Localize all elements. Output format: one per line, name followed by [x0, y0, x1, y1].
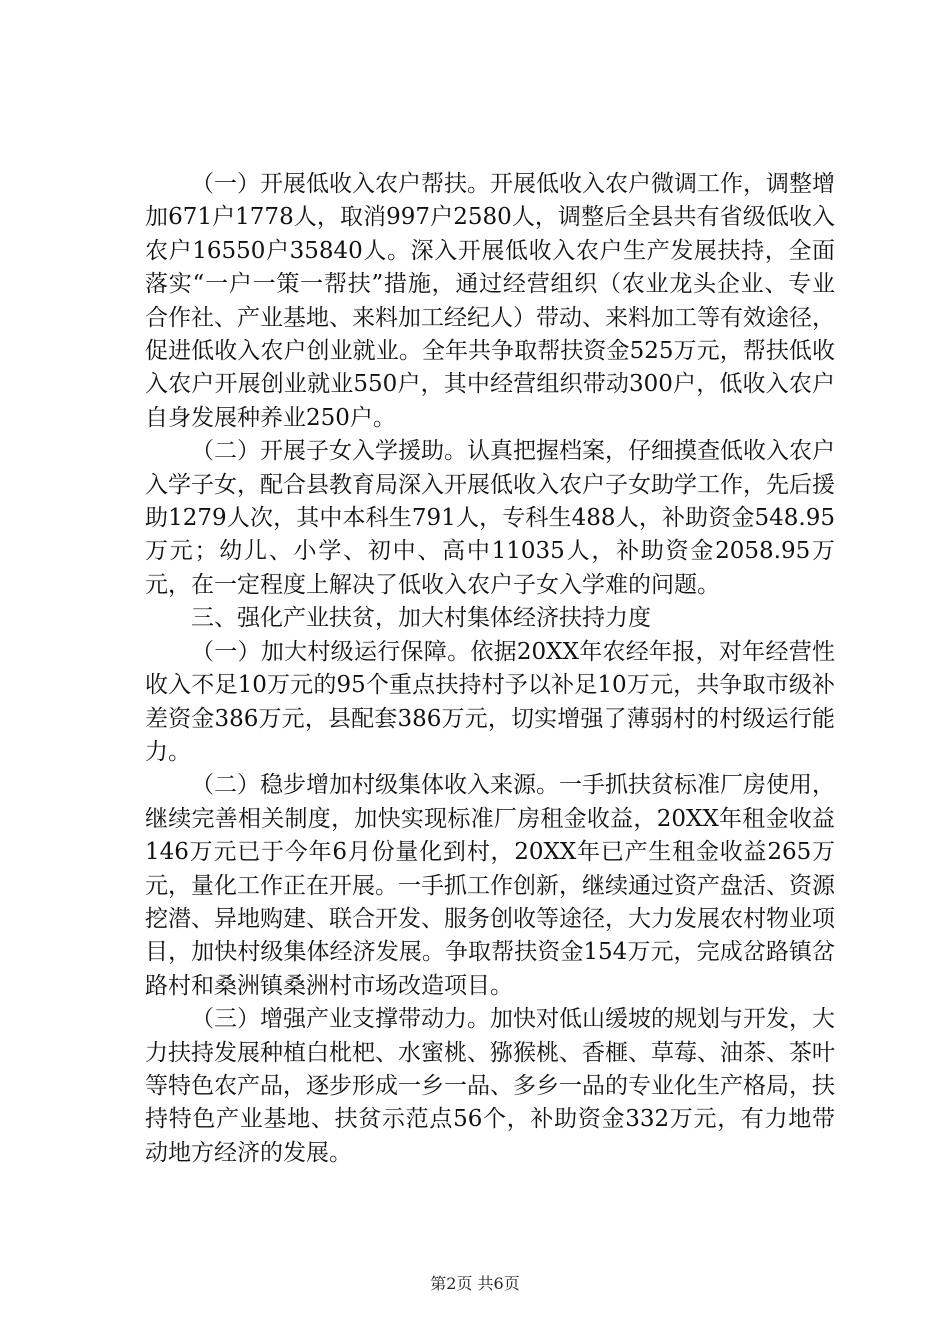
paragraph-industry-support: （三）增强产业支撑带动力。加快对低山缓坡的规划与开发，大力扶持发展种植白枇杷、水蜜桃、猕猴桃、香榧、草莓、油茶、茶叶等特色农产品，逐步形成一乡一品、多乡一品的专业化生产格局，扶持特色产业基地、扶贫示范点56个，补助资金332万元，有力地带动地方经济的发展。 — [145, 1006, 835, 1166]
paragraph-school-aid: （二）开展子女入学援助。认真把握档案，仔细摸查低收入农户入学子女，配合县教育局深入开展低收入农户子女助学工作，先后援助1279人次，其中本科生791人，专科生488人，补助资金548.95万元；幼儿、小学、初中、高中11035人，补助资金2058.95万元，在一定程度上解决了低收入农户子女入学难的问题。 — [145, 438, 835, 598]
paragraph-collective-income: （二）稳步增加村级集体收入来源。一手抓扶贫标准厂房使用，继续完善相关制度，加快实现标准厂房租金收益，20XX年租金收益146万元已于今年6月份量化到村，20XX年已产生租金收益265万元，量化工作正在开展。一手抓工作创新，继续通过资产盘活、资源挖潜、异地购建、联合开发、服务创收等途径，大力发展农村物业项目，加快村级集体经济发展。争取帮扶资金154万元，完成岔路镇岔路村和桑洲镇桑洲村市场改造项目。 — [145, 772, 835, 999]
section-heading-industry-poverty: 三、强化产业扶贫，加大村集体经济扶持力度 — [191, 605, 651, 632]
document-body — [145, 168, 835, 1170]
page-number-footer: 第2页 共6页 — [430, 1274, 520, 1293]
paragraph-village-operation: （一）加大村级运行保障。依据20XX年农经年报，对年经营性收入不足10万元的95个重点扶持村予以补足10万元，共争取市级补差资金386万元，县配套386万元，切实增强了薄弱村的村级运行能力。 — [145, 638, 835, 765]
paragraph-low-income-assistance: （一）开展低收入农户帮扶。开展低收入农户微调工作，调整增加671户1778人，取消997户2580人，调整后全县共有省级低收入农户16550户35840人。深入开展低收入农户生产发展扶持，全面落实“一户一策一帮扶”措施，通过经营组织（农业龙头企业、专业合作社、产业基地、来料加工经纪人）带动、来料加工等有效途径，促进低收入农户创业就业。全年共争取帮扶资金525万元，帮扶低收入农户开展创业就业550户，其中经营组织带动300户，低收入农户自身发展种养业250户。 — [145, 171, 835, 431]
